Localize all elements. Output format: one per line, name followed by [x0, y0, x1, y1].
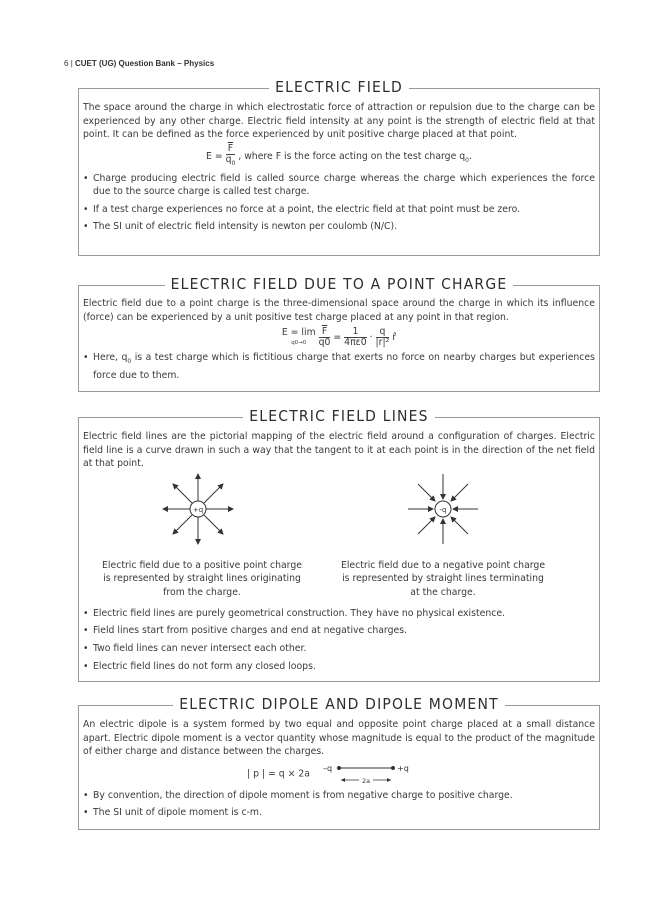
bullet-list [83, 607, 595, 673]
positive-charge-diagram [158, 471, 238, 547]
svg-text:2a: 2a [361, 776, 371, 785]
section-dipole [78, 695, 600, 830]
section-field-lines [78, 407, 600, 682]
list-item: • If a test charge experiences no force at a point, the electric field at that point must be zero. [83, 203, 595, 217]
negative-charge-diagram [403, 471, 483, 547]
section-intro: The space around the charge in which electrostatic force of attraction or repulsion due to the charge can be experienced by any other charge. Electric field intensity at any point is the strength of electric field at that point. It can be defined as the force experienced by unit positive charge placed at that point. [83, 102, 595, 141]
list-item: • Electric field lines do not form any closed loops. [83, 660, 595, 674]
dipole-formula: | p | = q × 2a –q +q 2a [83, 762, 595, 786]
list-item: • Charge producing electric field is called source charge whereas the charge which experiences the force due to the source charge is called test charge. [83, 172, 595, 199]
section-title: ELECTRIC FIELD LINES [243, 407, 434, 425]
bullet-list [83, 172, 595, 234]
header-separator: | [70, 59, 73, 68]
page-header [64, 59, 214, 68]
section-intro: Electric field due to a point charge is the three-dimensional space around the charge in which its influence (force) can be experienced by a unit positive test charge placed at any point in that region. [83, 298, 595, 323]
section-intro: Electric field lines are the pictorial mapping of the electric field around a configuration of charges. Electric field line is a curve drawn in such a way that the tangent to it at each point is in the direction of the net field at that point. [83, 431, 595, 470]
dipole-diagram [321, 762, 431, 786]
book-title: CUET (UG) Question Bank – Physics [75, 59, 215, 68]
section-title: ELECTRIC FIELD [269, 78, 409, 96]
section-title: ELECTRIC DIPOLE AND DIPOLE MOMENT [173, 695, 505, 713]
svg-text:+q: +q [396, 763, 409, 773]
electric-field-formula: E = $\frac{\overline{F}}{q_0}$ , where F is the force acting on the test charge $q_0$. [206, 142, 472, 167]
positive-charge-caption: Electric field due to a positive point charge is represented by straight lines originating from the charge. [102, 559, 302, 598]
svg-text:-q: -q [439, 505, 447, 514]
bullet-list [83, 789, 595, 820]
list-item: • By convention, the direction of dipole moment is from negative charge to positive charge. [83, 789, 595, 803]
list-item: • Two field lines can never intersect each other. [83, 642, 595, 656]
list-item: • Here, $q_0$ is a test charge which is fictitious charge that exerts no force on nearby charges but experiences force due to them. [83, 351, 595, 382]
list-item: • The SI unit of dipole moment is c-m. [83, 806, 595, 820]
negative-charge-caption: Electric field due to a negative point charge is represented by straight lines terminating at the charge. [340, 559, 546, 598]
bullet-list [83, 351, 595, 382]
svg-text:+q: +q [192, 505, 204, 514]
point-charge-formula: E = lim q0→0 $\frac{\overline{F}}{q0}$ = $\frac{1}{4\pi\varepsilon 0}$ · $\frac{q}{\text{|r|²}}$ r̂ [281, 326, 397, 349]
page-number: 6 [64, 59, 69, 68]
section-electric-field [78, 78, 600, 256]
list-item: • Field lines start from positive charges and end at negative charges. [83, 624, 595, 638]
list-item: • Electric field lines are purely geometrical construction. They have no physical existence. [83, 607, 595, 621]
section-title: ELECTRIC FIELD DUE TO A POINT CHARGE [165, 275, 514, 293]
section-point-charge [78, 275, 600, 392]
list-item: • The SI unit of electric field intensity is newton per coulomb (N/C). [83, 220, 595, 234]
field-line-figures [83, 471, 595, 611]
section-intro: An electric dipole is a system formed by two equal and opposite point charge placed at a small distance apart. Electric dipole moment is a vector quantity whose magnitude is equal to the product of the magnitude of either charge and distance between the charges. [83, 719, 595, 758]
svg-text:–q: –q [322, 763, 333, 773]
